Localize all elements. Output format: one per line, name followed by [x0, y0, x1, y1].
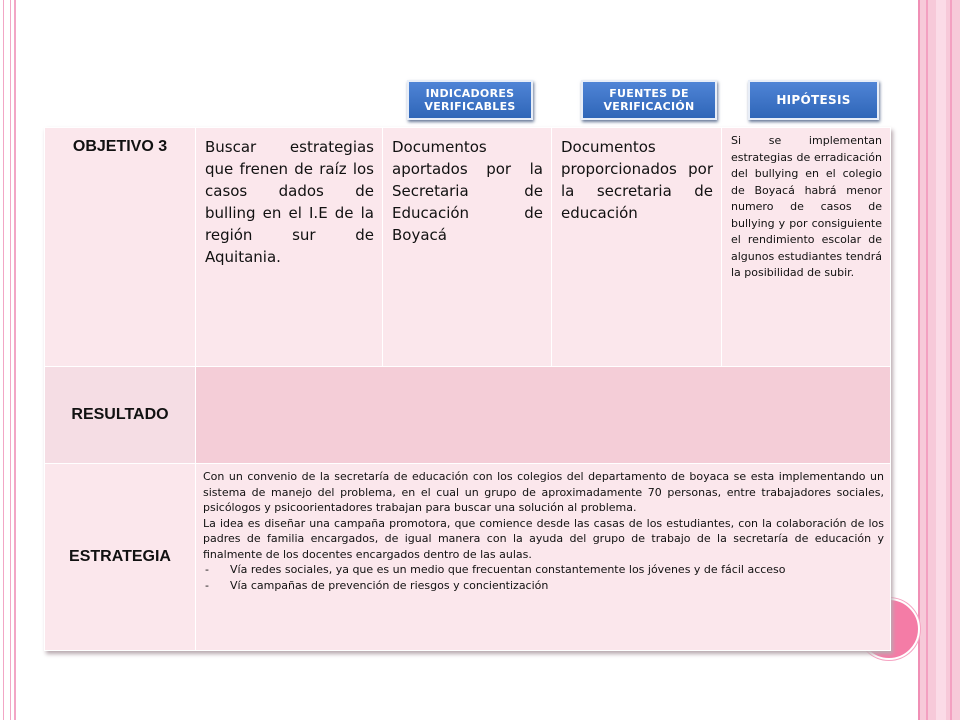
estrategia-paragraph-1: Con un convenio de la secretaría de educación con los colegios del departamento de boyaca se esta implementando un sistema de manejo del problema, en el cual un grupo de aproximadamente 70 personas, entre trabajadores sociales, psicólogos y psicoorientadores trabajan para buscar una solución al problema.	[203, 470, 884, 514]
hipotesis-text: Si se implementan estrategias de erradicación del bullying en el colegio de Boyacá habrá menor numero de casos de bullying y por consiguiente el rendimiento escolar de algunos estudiantes tendrá la posibilidad de subir.	[722, 128, 891, 367]
list-item: - Vía campañas de prevención de riesgos y concientización	[203, 578, 884, 594]
fuentes-verificacion-header: FUENTES DE VERIFICACIÓN	[581, 80, 717, 120]
border-stripe	[950, 0, 952, 720]
estrategia-cell	[196, 464, 891, 651]
estrategia-paragraph-2: La idea es diseñar una campaña promotora, que comience desde las casas de los estudiantes, con la colaboración de los padres de familia encargados, de igual manera con la ayuda del grupo de trabajo de la secretaría de educación y finalmente de los docentes encargados dentro de las aulas.	[203, 516, 884, 561]
hipotesis-header: HIPÓTESIS	[748, 80, 879, 120]
border-stripe	[926, 0, 928, 720]
fuentes-text: Documentos proporcionados por la secretaria de educación	[552, 128, 722, 367]
estrategia-label: ESTRATEGIA	[45, 464, 196, 651]
border-stripe	[936, 0, 946, 720]
slide-right-border	[918, 0, 960, 720]
estrategia-list	[203, 562, 884, 593]
list-item: - Vía redes sociales, ya que es un medio que frecuentan constantemente los jóvenes y de fácil acceso	[203, 562, 884, 578]
objetivo-text: Buscar estrategias que frenen de raíz los casos dados de bulling en el I.E de la región sur de Aquitania.	[196, 128, 383, 367]
table-row-resultado	[45, 367, 891, 464]
table-row-estrategia	[45, 464, 891, 651]
resultado-cell	[196, 367, 891, 464]
resultado-label: RESULTADO	[45, 367, 196, 464]
slide-left-border	[0, 0, 16, 720]
objective-table	[44, 127, 891, 651]
table-row-objetivo	[45, 128, 891, 367]
objetivo-label: OBJETIVO 3	[45, 128, 196, 367]
indicadores-verificables-header: INDICADORES VERIFICABLES	[407, 80, 533, 120]
indicadores-text: Documentos aportados por la Secretaria de Educación de Boyacá	[383, 128, 552, 367]
